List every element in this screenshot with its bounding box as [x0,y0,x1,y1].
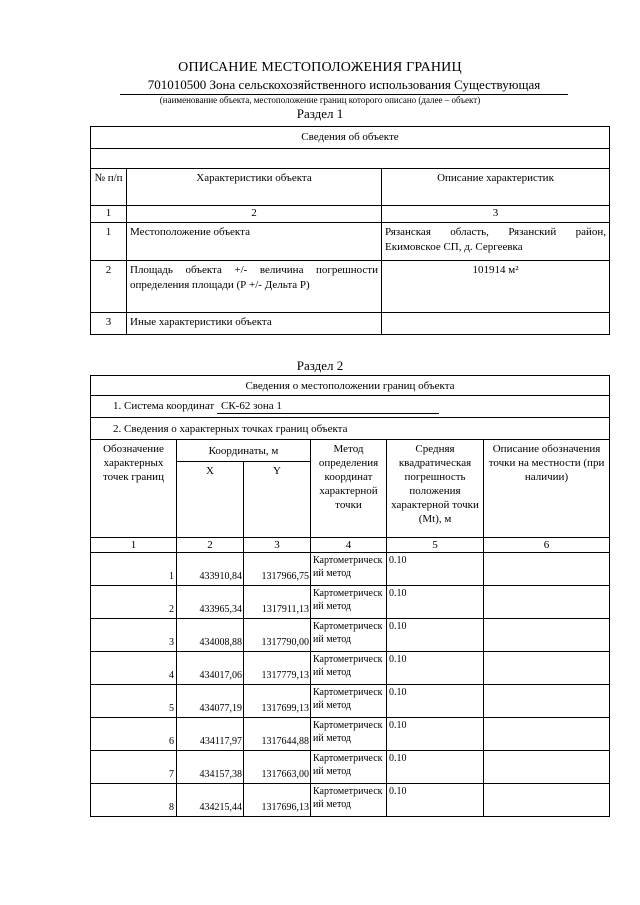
index-cell: 1 [91,538,177,553]
crs-row [91,396,610,418]
index-cell: 2 [127,206,382,223]
point-accuracy: 0.10 [387,586,484,619]
empty-row [91,149,610,169]
object-name: 701010500 Зона сельскохозяйственного использования Существующая [120,77,568,95]
point-method: Картометрический метод [311,553,387,586]
table-row [91,619,610,652]
row-characteristic: Местоположение объекта [127,223,382,261]
point-accuracy: 0.10 [387,751,484,784]
row-description-area: 101914 м² [382,261,610,313]
point-x: 433965,34 [177,586,244,619]
point-method: Картометрический метод [311,586,387,619]
point-method: Картометрический метод [311,751,387,784]
point-description [484,784,610,817]
point-method: Картометрический метод [311,784,387,817]
table-row [91,652,610,685]
point-accuracy: 0.10 [387,685,484,718]
row-characteristic: Площадь объекта +/- величина погрешности определения площади (Р +/- Дельта Р) [127,261,382,313]
index-cell: 4 [311,538,387,553]
point-y: 1317966,75 [244,553,311,586]
table-row [91,223,610,261]
col-header-x: X [177,462,244,538]
table-row [91,553,610,586]
point-accuracy: 0.10 [387,652,484,685]
table-row [91,685,610,718]
index-cell: 3 [244,538,311,553]
object-info-table [90,126,610,335]
point-y: 1317663,00 [244,751,311,784]
point-accuracy: 0.10 [387,718,484,751]
crs-label: 1. Система координат [113,400,215,412]
row-num: 1 [91,223,127,261]
point-accuracy: 0.10 [387,784,484,817]
point-description [484,685,610,718]
point-number: 3 [91,619,177,652]
point-description [484,586,610,619]
point-accuracy: 0.10 [387,619,484,652]
table-row [91,718,610,751]
index-cell: 5 [387,538,484,553]
point-x: 434215,44 [177,784,244,817]
index-cell: 2 [177,538,244,553]
point-method: Картометрический метод [311,619,387,652]
document-title: ОПИСАНИЕ МЕСТОПОЛОЖЕНИЯ ГРАНИЦ [178,60,462,75]
table-row [91,261,610,313]
point-x: 433910,84 [177,553,244,586]
col-header-y: Y [244,462,311,538]
table-row [91,751,610,784]
row-characteristic: Иные характеристики объекта [127,313,382,335]
row-description: Рязанская область, Рязанский район, Екимовское СП, д. Сергеевка [382,223,610,261]
col-header-method: Метод определения координат характерной точки [311,440,387,538]
point-y: 1317699,13 [244,685,311,718]
point-y: 1317911,13 [244,586,311,619]
point-x: 434077,19 [177,685,244,718]
index-cell: 6 [484,538,610,553]
row-num: 2 [91,261,127,313]
point-x: 434008,88 [177,619,244,652]
point-description [484,553,610,586]
points-label: 2. Сведения о характерных точках границ объекта [91,418,610,440]
point-number: 4 [91,652,177,685]
point-description [484,652,610,685]
col-header-description: Описание характеристик [382,169,610,206]
index-cell: 3 [382,206,610,223]
point-x: 434117,97 [177,718,244,751]
point-description [484,718,610,751]
point-method: Картометрический метод [311,652,387,685]
row-num: 3 [91,313,127,335]
col-header-num: № п/п [91,169,127,206]
boundary-table-title: Сведения о местоположении границ объекта [91,376,610,396]
point-method: Картометрический метод [311,718,387,751]
point-y: 1317644,88 [244,718,311,751]
point-number: 2 [91,586,177,619]
col-header-coords: Координаты, м [177,440,311,462]
table-row [91,784,610,817]
point-number: 6 [91,718,177,751]
point-x: 434157,38 [177,751,244,784]
table-row [91,313,610,335]
point-number: 8 [91,784,177,817]
section-1-heading: Раздел 1 [296,106,344,121]
point-number: 1 [91,553,177,586]
point-accuracy: 0.10 [387,553,484,586]
point-y: 1317696,13 [244,784,311,817]
point-method: Картометрический метод [311,685,387,718]
point-y: 1317790,00 [244,619,311,652]
row-description [382,313,610,335]
point-x: 434017,06 [177,652,244,685]
point-y: 1317779,13 [244,652,311,685]
object-info-title: Сведения об объекте [91,127,610,149]
table-row [91,586,610,619]
point-number: 5 [91,685,177,718]
object-name-hint: (наименование объекта, местоположение границ которого описано (далее – объект) [159,95,481,105]
boundary-points-table [90,375,610,817]
col-header-point-description: Описание обозначения точки на местности (при наличии) [484,440,610,538]
col-header-accuracy: Средняя квадратическая погрешность положения характерной точки (Мt), м [387,440,484,538]
col-header-characteristic: Характеристики объекта [127,169,382,206]
crs-value: СК-62 зона 1 [217,399,439,414]
point-description [484,751,610,784]
section-2-heading: Раздел 2 [296,358,344,373]
point-number: 7 [91,751,177,784]
col-header-designation: Обозначение характерных точек границ [91,440,177,538]
index-cell: 1 [91,206,127,223]
point-description [484,619,610,652]
